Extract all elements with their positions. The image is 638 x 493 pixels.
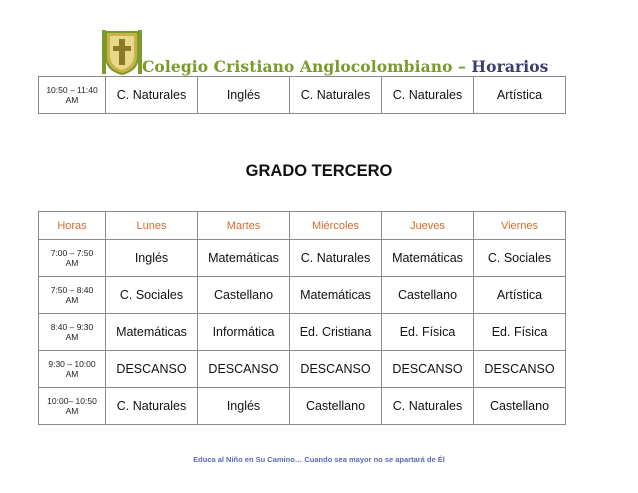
time-range: 9:30 – 10:00	[48, 359, 96, 369]
time-cell	[39, 351, 106, 388]
subject-cell: C. Sociales	[474, 240, 566, 277]
subject-cell: C. Naturales	[382, 388, 474, 425]
time-period: AM	[65, 258, 79, 268]
header-monday: Lunes	[106, 212, 198, 240]
subject-cell: Artística	[474, 77, 566, 114]
subject-cell: C. Naturales	[106, 77, 198, 114]
table-row	[39, 240, 566, 277]
subject-cell: DESCANSO	[290, 351, 382, 388]
subject-cell: Matemáticas	[106, 314, 198, 351]
subject-cell: DESCANSO	[382, 351, 474, 388]
subject-cell: Castellano	[290, 388, 382, 425]
subject-cell: C. Naturales	[106, 388, 198, 425]
subject-cell: DESCANSO	[474, 351, 566, 388]
subject-cell: Inglés	[198, 388, 290, 425]
schedule-table-continued	[38, 76, 566, 114]
subject-cell: Ed. Física	[382, 314, 474, 351]
subject-cell: Castellano	[198, 277, 290, 314]
school-crest-icon	[102, 28, 142, 76]
table-row	[39, 77, 566, 114]
time-range: 10:50 – 11:40	[46, 85, 98, 95]
time-period: AM	[65, 406, 79, 416]
footer-motto: Educa al Niño en Su Camino… Cuando sea mayor no se apartará de Él	[193, 455, 445, 464]
page-title	[142, 57, 549, 76]
subject-cell: Castellano	[382, 277, 474, 314]
time-period: AM	[65, 295, 79, 305]
subject-cell: Matemáticas	[382, 240, 474, 277]
subject-cell: Ed. Física	[474, 314, 566, 351]
subject-cell: Artística	[474, 277, 566, 314]
title-section: Horarios	[471, 57, 549, 76]
time-cell	[39, 314, 106, 351]
header-thursday: Jueves	[382, 212, 474, 240]
header-hours: Horas	[39, 212, 106, 240]
time-range: 7:00 – 7:50	[50, 248, 94, 258]
subject-cell: Matemáticas	[290, 277, 382, 314]
header-wednesday: Miércoles	[290, 212, 382, 240]
time-cell	[39, 77, 106, 114]
subject-cell: DESCANSO	[198, 351, 290, 388]
time-range: 7:50 – 8:40	[50, 285, 94, 295]
subject-cell: Castellano	[474, 388, 566, 425]
subject-cell: C. Naturales	[290, 240, 382, 277]
table-row	[39, 388, 566, 425]
subject-cell: Matemáticas	[198, 240, 290, 277]
header-tuesday: Martes	[198, 212, 290, 240]
time-cell	[39, 240, 106, 277]
time-period: AM	[65, 332, 79, 342]
header-friday: Viernes	[474, 212, 566, 240]
time-cell	[39, 388, 106, 425]
subject-cell: Ed. Cristiana	[290, 314, 382, 351]
table-header-row	[39, 212, 566, 240]
subject-cell: Informática	[198, 314, 290, 351]
time-range: 8:40 – 9:30	[50, 322, 94, 332]
subject-cell: Inglés	[198, 77, 290, 114]
time-period: AM	[65, 95, 79, 105]
schedule-table	[38, 211, 566, 425]
subject-cell: C. Sociales	[106, 277, 198, 314]
subject-cell: Inglés	[106, 240, 198, 277]
time-range: 10:00– 10:50	[47, 396, 97, 406]
subject-cell: C. Naturales	[290, 77, 382, 114]
title-school-name: Colegio Cristiano Anglocolombiano –	[142, 57, 472, 76]
time-cell	[39, 277, 106, 314]
table-row	[39, 314, 566, 351]
subject-cell: C. Naturales	[382, 77, 474, 114]
time-period: AM	[65, 369, 79, 379]
grade-title: GRADO TERCERO	[245, 162, 393, 180]
table-row	[39, 277, 566, 314]
table-row	[39, 351, 566, 388]
subject-cell: DESCANSO	[106, 351, 198, 388]
